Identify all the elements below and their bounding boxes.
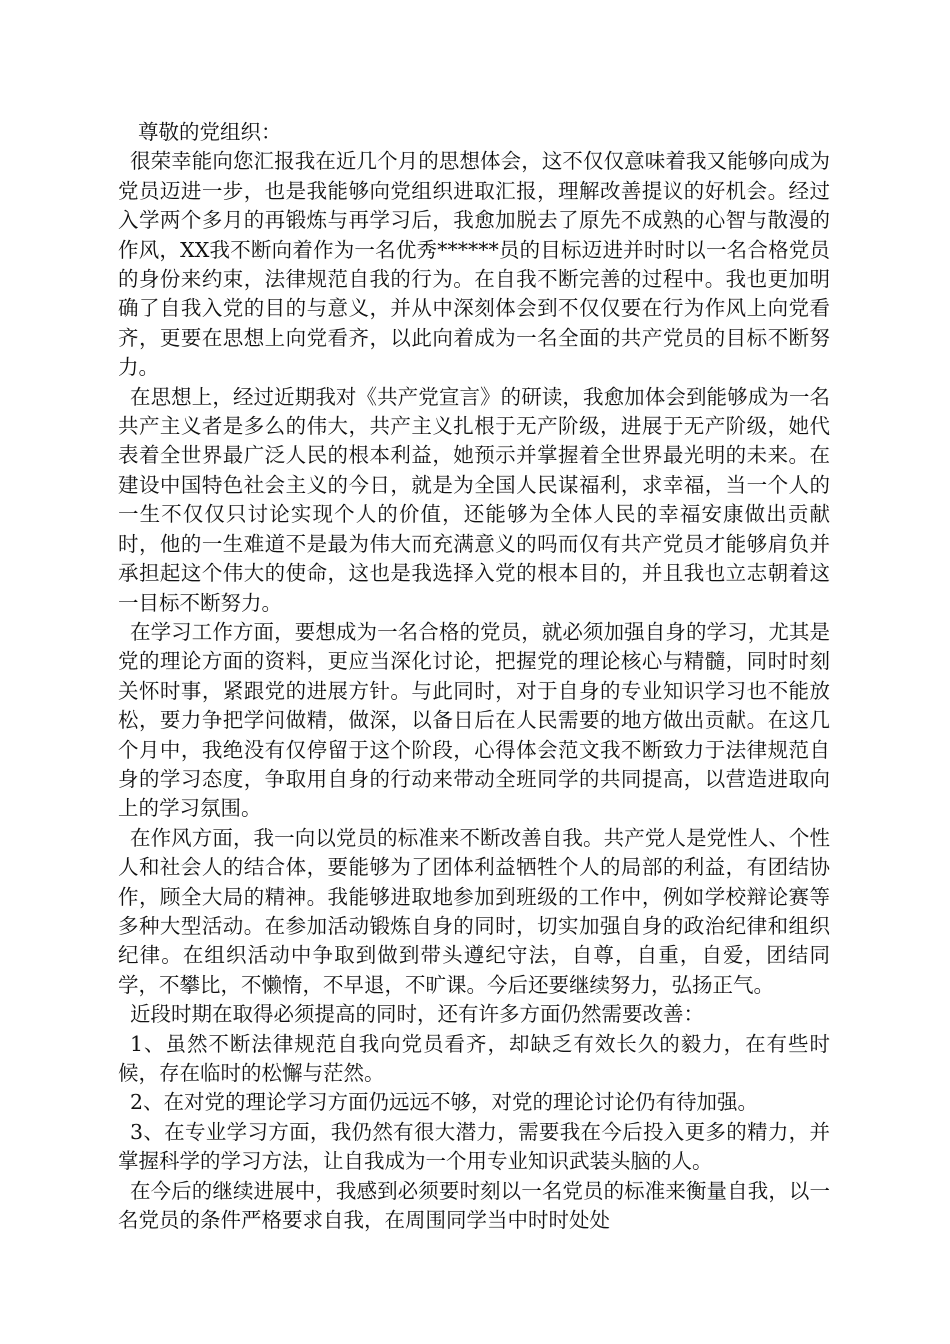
paragraph-intro: 很荣幸能向您汇报我在近几个月的思想体会，这不仅仅意味着我又能够向成为党员迈进一步，也是我能够向党组织进取汇报，理解改善提议的好机会。经过入学两个多月的再锻炼与再学习后，我愈加脱去了原先不成熟的心智与散漫的作风，XX我不断向着作为一名优秀******员的目标迈进并时时以一名合格党员的身份来约束，法律规范自我的行为。在自我不断完善的过程中。我也更加明确了自我入党的目的与意义，并从中深刻体会到不仅仅要在行为作风上向党看齐，更要在思想上向党看齐，以此向着成为一名全面的共产党员的目标不断努力。: [118, 149, 830, 380]
list-item-improvement-3: 3、在专业学习方面，我仍然有很大潜力，需要我在今后投入更多的精力，并掌握科学的学习方法，让自我成为一个用专业知识武装头脑的人。: [118, 1119, 830, 1174]
paragraph-improvements-intro: 近段时期在取得必须提高的同时，还有许多方面仍然需要改善：: [130, 1002, 704, 1027]
list-item-improvement-1: 1、虽然不断法律规范自我向党员看齐，却缺乏有效长久的毅力，在有些时候，存在临时的松懈与茫然。: [118, 1031, 830, 1085]
document-body: [118, 118, 830, 1235]
list-item-improvement-2: 2、在对党的理论学习方面仍远远不够，对党的理论讨论仍有待加强。: [130, 1090, 759, 1115]
paragraph-style: 在作风方面，我一向以党员的标准来不断改善自我。共产党人是党性人、个性人和社会人的结合体，要能够为了团体利益牺牲个人的局部的利益，有团结协作，顾全大局的精神。我能够进取地参加到班级的工作中，例如学校辩论赛等多种大型活动。在参加活动锻炼自身的同时，切实加强自身的政治纪律和组织纪律。在组织活动中争取到做到带头遵纪守法，自尊，自重，自爱，团结同学，不攀比，不懒惰，不早退，不旷课。今后还要继续努力，弘扬正气。: [118, 825, 830, 997]
paragraph-thought: 在思想上，经过近期我对《共产党宣言》的研读，我愈加体会到能够成为一名共产主义者是多么的伟大，共产主义扎根于无产阶级，进展于无产阶级，她代表着全世界最广泛人民的根本利益，她预示并掌握着全世界最光明的未来。在建设中国特色社会主义的今日，就是为全国人民谋福利，求幸福，当一个人的一生不仅仅只讨论实现个人的价值，还能够为全体人民的幸福安康做出贡献时，他的一生难道不是最为伟大而充满意义的吗而仅有共产党员才能够肩负并承担起这个伟大的使命，这也是我选择入党的根本目的，并且我也立志朝着这一目标不断努力。: [118, 384, 830, 615]
paragraph-study-work: 在学习工作方面，要想成为一名合格的党员，就必须加强自身的学习，尤其是党的理论方面的资料，更应当深化讨论，把握党的理论核心与精髓，同时时刻关怀时事，紧跟党的进展方针。与此同时，对于自身的专业知识学习也不能放松，要力争把学问做精，做深，以备日后在人民需要的地方做出贡献。在这几个月中，我绝没有仅停留于这个阶段，心得体会范文我不断致力于法律规范自身的学习态度，争取用自身的行动来带动全班同学的共同提高，以营造进取向上的学习氛围。: [118, 619, 830, 821]
paragraph-future: 在今后的继续进展中，我感到必须要时刻以一名党员的标准来衡量自我，以一名党员的条件严格要求自我，在周围同学当中时时处处: [118, 1178, 830, 1233]
salutation: 尊敬的党组织：: [138, 120, 282, 144]
